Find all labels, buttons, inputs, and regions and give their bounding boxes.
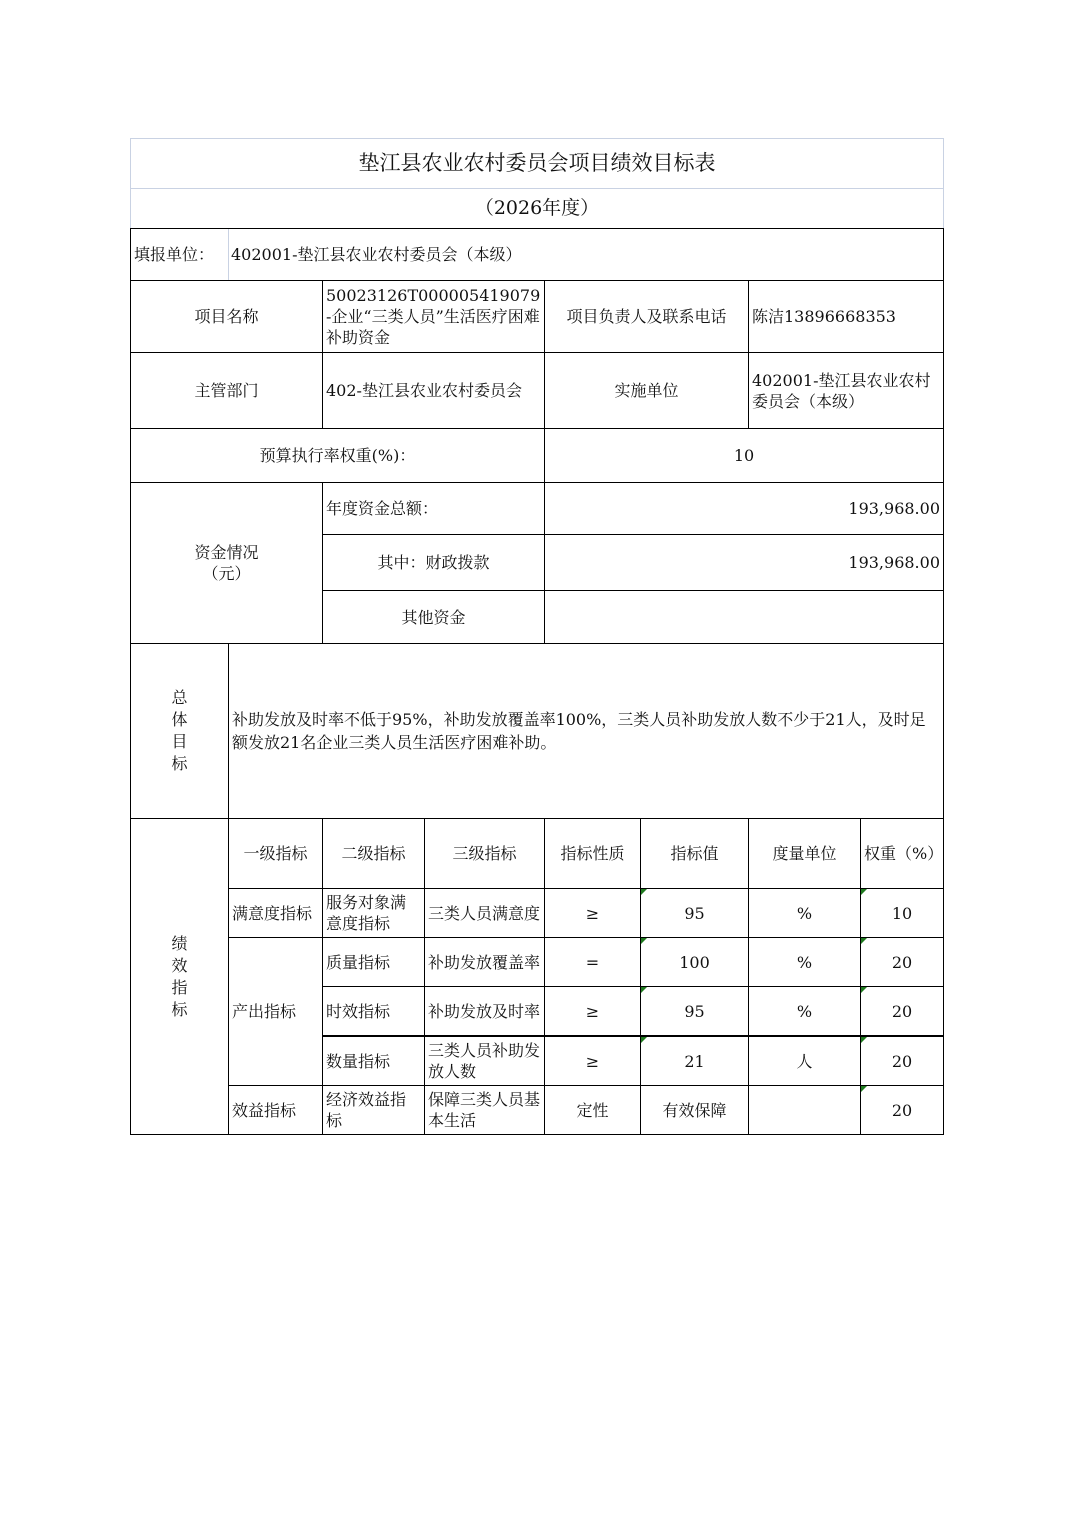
reporting-unit-label: 填报单位： [130,228,229,281]
page-title: 垫江县农业农村委员会项目绩效目标表 [130,138,944,189]
budget-weight-label: 预算执行率权重(%)： [130,428,545,483]
indicator-l3: 三类人员补助发放人数 [424,1036,545,1086]
header-unit: 度量单位 [748,818,861,889]
page-subtitle: （2026年度） [130,188,944,229]
indicator-l2: 数量指标 [322,1036,425,1086]
funds-total-value: 193,968.00 [544,482,944,535]
indicator-unit [748,1085,861,1135]
indicator-weight: 20 [860,1036,944,1086]
project-name-value: 50023126T000005419079-企业“三类人员”生活医疗困难补助资金 [322,280,545,353]
cell-marker-icon [641,938,647,944]
funds-other-label: 其他资金 [322,590,545,644]
indicator-unit: % [748,937,861,987]
level1-benefit: 效益指标 [228,1085,323,1135]
indicator-l3: 补助发放及时率 [424,986,545,1036]
funds-label: 资金情况（元） [130,482,323,644]
cell-marker-icon [861,1086,867,1092]
cell-marker-icon [861,987,867,993]
indicator-value: 有效保障 [640,1085,749,1135]
indicator-unit: % [748,888,861,938]
funds-fiscal-label: 其中：财政拨款 [322,534,545,591]
indicator-value: 95 [640,986,749,1036]
indicator-nature: = [544,937,641,987]
indicator-l2: 时效指标 [322,986,425,1036]
indicator-value: 100 [640,937,749,987]
indicator-l2: 服务对象满意度指标 [322,888,425,938]
indicator-weight: 20 [860,1085,944,1135]
overall-goal-label: 总体目标 [130,643,229,819]
indicator-nature: ≥ [544,986,641,1036]
cell-marker-icon [861,1037,867,1043]
budget-weight-value: 10 [544,428,944,483]
indicator-nature: ≥ [544,1036,641,1086]
impl-unit-value: 402001-垫江县农业农村委员会（本级） [748,352,944,429]
indicator-nature: 定性 [544,1085,641,1135]
header-level2: 二级指标 [322,818,425,889]
indicator-value: 95 [640,888,749,938]
funds-fiscal-value: 193,968.00 [544,534,944,591]
dept-value: 402-垫江县农业农村委员会 [322,352,545,429]
indicators-label: 绩效指标 [130,818,229,1135]
reporting-unit-value: 402001-垫江县农业农村委员会（本级） [228,228,944,281]
indicator-l3: 保障三类人员基本生活 [424,1085,545,1135]
dept-label: 主管部门 [130,352,323,429]
header-level3: 三级指标 [424,818,545,889]
cell-marker-icon [641,1037,647,1043]
indicator-l2: 质量指标 [322,937,425,987]
header-nature: 指标性质 [544,818,641,889]
indicator-l3: 三类人员满意度 [424,888,545,938]
indicator-l3: 补助发放覆盖率 [424,937,545,987]
project-name-label: 项目名称 [130,280,323,353]
indicator-weight: 20 [860,986,944,1036]
indicator-l2: 经济效益指标 [322,1085,425,1135]
header-value: 指标值 [640,818,749,889]
indicator-unit: % [748,986,861,1036]
level1-output: 产出指标 [228,937,323,1086]
project-contact-value: 陈洁13896668353 [748,280,944,353]
cell-marker-icon [861,938,867,944]
funds-other-value [544,590,944,644]
project-contact-label: 项目负责人及联系电话 [544,280,749,353]
indicator-unit: 人 [748,1036,861,1086]
impl-unit-label: 实施单位 [544,352,749,429]
indicator-value: 21 [640,1036,749,1086]
cell-marker-icon [641,987,647,993]
level1-satisfaction: 满意度指标 [228,888,323,938]
indicator-weight: 20 [860,937,944,987]
overall-goal-text: 补助发放及时率不低于95%，补助发放覆盖率100%，三类人员补助发放人数不少于21人，及时足额发放21名企业三类人员生活医疗困难补助。 [228,643,944,819]
indicator-nature: ≥ [544,888,641,938]
header-weight: 权重（%） [860,818,944,889]
indicator-weight: 10 [860,888,944,938]
funds-total-label: 年度资金总额： [322,482,545,535]
header-level1: 一级指标 [228,818,323,889]
cell-marker-icon [861,889,867,895]
cell-marker-icon [641,889,647,895]
